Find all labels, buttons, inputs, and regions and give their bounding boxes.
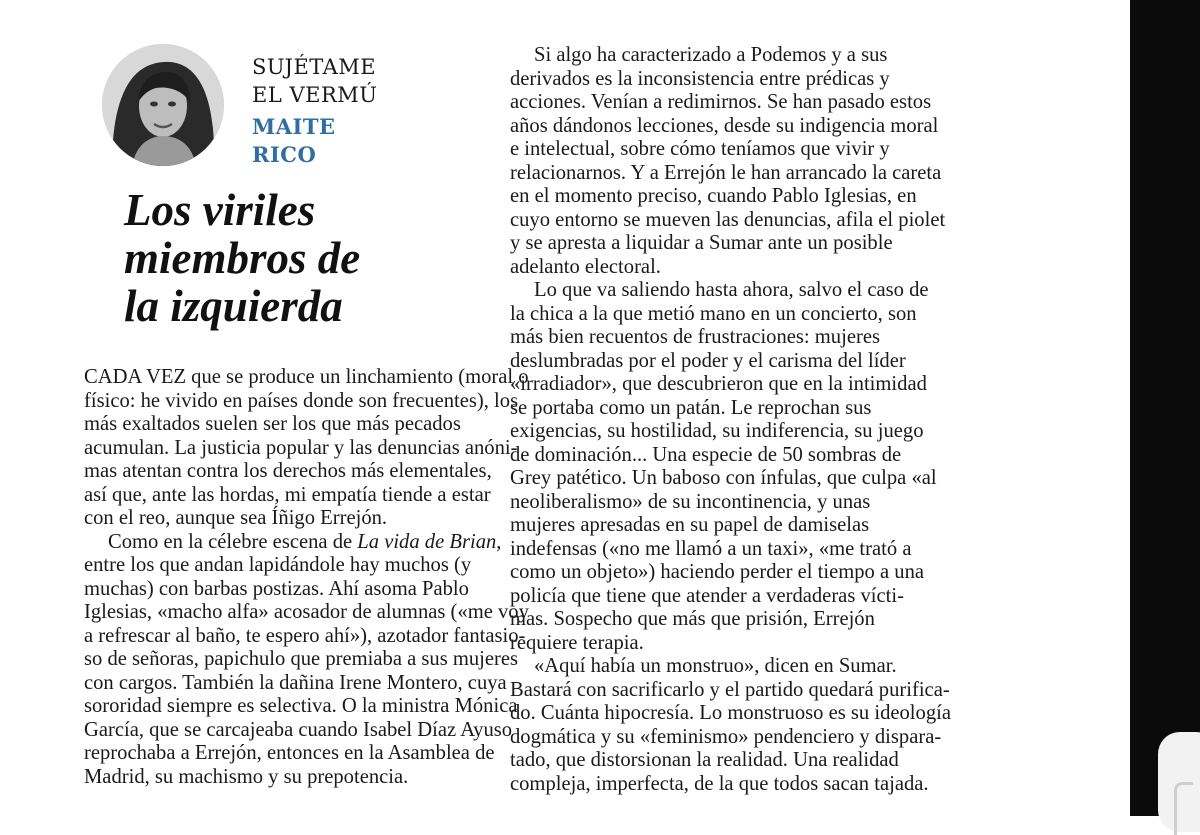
- text-line: [510, 232, 930, 256]
- text-run: la chica a la que metió mano en un concierto, son: [510, 302, 917, 325]
- text-run: mas atentan contra los derechos más elementales,: [84, 460, 492, 482]
- text-line: [84, 413, 504, 437]
- text-line: [510, 114, 939, 139]
- author-name: [252, 113, 472, 169]
- text-run: exigencias, su hostilidad, su indiferencia, su juego: [510, 420, 924, 442]
- article-column-right: [510, 44, 951, 796]
- text-line: [510, 68, 930, 92]
- text-line: [510, 585, 930, 609]
- text-line: [84, 695, 518, 719]
- text-line: [84, 507, 504, 531]
- text-run: acciones. Venían a redimirnos. Se han pasado estos: [510, 91, 932, 113]
- text-run: CADA VEZ que se produce un linchamiento (moral o: [84, 366, 529, 388]
- text-run: tado, que distorsionan la realidad. Una realidad: [510, 749, 899, 771]
- article-headline: [124, 186, 484, 330]
- film-title: La vida de Brian: [357, 530, 497, 553]
- text-line: [510, 44, 930, 68]
- text-run: en el momento preciso, cuando Pablo Iglesias, en: [510, 185, 917, 207]
- section-label-line: SUJÉTAME: [252, 55, 377, 79]
- text-run: sororidad siempre es selectiva. O la ministra Mónica: [84, 695, 518, 717]
- text-line: [510, 420, 930, 444]
- text-run: físico: he vivido en países donde son frecuentes), los: [84, 389, 519, 412]
- text-run: Bastará con sacrificarlo y el partido quedará purifica-: [510, 678, 950, 701]
- text-line: [510, 444, 930, 468]
- text-run: Grey patético. Un baboso con ínfulas, que culpa «al: [510, 467, 937, 489]
- text-line: [84, 648, 519, 672]
- headline-line: Los viriles: [124, 185, 316, 235]
- article-column-left: [84, 366, 529, 789]
- text-line: [510, 279, 930, 303]
- text-run: con el reo, aunque sea Íñigo Errejón.: [84, 507, 388, 529]
- text-run: ,: [496, 530, 502, 553]
- text-line: [510, 161, 942, 186]
- text-run: requiere terapia.: [510, 631, 644, 654]
- text-line: [84, 484, 504, 508]
- text-line: [510, 538, 930, 562]
- text-run: e intelectual, sobre cómo teníamos que vivir y: [510, 138, 890, 160]
- text-run: adelanto electoral.: [510, 255, 661, 278]
- text-line: [510, 208, 946, 233]
- text-line: [510, 256, 930, 280]
- text-run: con cargos. También la dañina Irene Montero, cuya: [84, 671, 507, 694]
- text-run: Iglesias, «macho alfa» acosador de alumnas («me voy: [84, 601, 529, 623]
- text-run: muchas) con barbas postizas. Ahí asoma Pablo: [84, 577, 469, 600]
- text-line: [84, 531, 504, 555]
- text-line: [510, 303, 930, 327]
- text-run: mujeres apresadas en su papel de damiselas: [510, 514, 870, 536]
- text-run: cuyo entorno se mueven las denuncias, afila el piolet: [510, 208, 946, 231]
- text-line: [510, 655, 930, 679]
- text-run: relacionarnos. Y a Errejón le han arrancado la careta: [510, 161, 942, 184]
- text-line: [84, 601, 529, 625]
- section-label-line: EL VERMÚ: [252, 83, 378, 107]
- text-run: de dominación... Una especie de 50 sombras de: [510, 443, 902, 466]
- text-run: más bien recuentos de frustraciones: mujeres: [510, 326, 880, 348]
- viewer-edge-strip: [1130, 0, 1200, 816]
- text-run: mas. Sospecho que más que prisión, Errejón: [510, 608, 875, 630]
- text-line: [510, 561, 930, 585]
- text-run: dogmática y su «feminismo» pendenciero y dispara-: [510, 725, 942, 748]
- text-line: [84, 742, 504, 766]
- text-line: [84, 718, 513, 743]
- text-line: [510, 773, 930, 797]
- text-line: [510, 491, 930, 515]
- text-line: [84, 389, 519, 414]
- text-run: acumulan. La justicia popular y las denuncias anóni-: [84, 436, 518, 459]
- text-run: indefensas («no me llamó a un taxi», «me trató a: [510, 537, 912, 560]
- text-line: [510, 397, 930, 421]
- author-name-line: RICO: [252, 142, 317, 167]
- text-run: así que, ante las hordas, mi empatía tiende a estar: [84, 483, 491, 506]
- text-run: como un objeto») haciendo perder el tiempo a una: [510, 561, 925, 583]
- scroll-handle[interactable]: [1158, 732, 1200, 832]
- text-line: [84, 436, 518, 461]
- text-line: [84, 366, 529, 390]
- text-run: so de señoras, papichulo que premiaba a sus mujeres: [84, 648, 519, 670]
- text-line: [510, 326, 930, 350]
- text-line: [510, 350, 930, 374]
- text-run: García, que se carcajeaba cuando Isabel Díaz Ayuso: [84, 718, 513, 741]
- text-run: neoliberalismo» de su incontinencia, y unas: [510, 490, 871, 513]
- headline-line: miembros de: [124, 233, 361, 283]
- text-line: [510, 702, 951, 726]
- text-run: do. Cuánta hipocresía. Lo monstruoso es su ideología: [510, 702, 951, 724]
- text-line: [510, 514, 930, 538]
- text-run: policía que tiene que atender a verdaderas vícti-: [510, 584, 904, 607]
- text-run: Madrid, su machismo y su prepotencia.: [84, 765, 409, 788]
- text-run: Si algo ha caracterizado a Podemos y a sus: [534, 44, 888, 66]
- text-run: «irradiador», que descubrieron que en la intimidad: [510, 373, 927, 395]
- author-name-line: MAITE: [252, 114, 336, 139]
- text-line: [510, 467, 937, 491]
- text-run: se portaba como un patán. Le reprochan sus: [510, 396, 872, 419]
- column-section-label: [252, 53, 472, 109]
- text-line: [84, 578, 504, 602]
- text-line: [84, 624, 526, 649]
- text-run: compleja, imperfecta, de la que todos sacan tajada.: [510, 772, 929, 795]
- text-line: [84, 766, 504, 790]
- text-line: [510, 185, 930, 209]
- text-line: [510, 678, 950, 703]
- text-run: derivados es la inconsistencia entre prédicas y: [510, 67, 890, 90]
- text-run: deslumbradas por el poder y el carisma del líder: [510, 349, 906, 372]
- text-line: [510, 138, 930, 162]
- text-line: [84, 554, 504, 578]
- text-run: y se apresta a liquidar a Sumar ante un posible: [510, 232, 893, 254]
- text-run: reprochaba a Errejón, entonces en la Asamblea de: [84, 742, 495, 764]
- text-run: Como en la célebre escena de: [108, 530, 358, 553]
- text-line: [510, 749, 930, 773]
- text-line: [510, 632, 930, 656]
- text-run: entre los que andan lapidándole hay muchos (y: [84, 554, 472, 576]
- text-line: [510, 725, 942, 750]
- text-run: más exaltados suelen ser los que más pecados: [84, 413, 461, 435]
- text-line: [510, 91, 930, 115]
- text-run: a refrescar al baño, te espero ahí»), azotador fantasio-: [84, 624, 526, 647]
- handle-mark-icon: [1174, 782, 1193, 835]
- text-run: «Aquí había un monstruo», dicen en Sumar.: [534, 655, 897, 677]
- text-run: años dándonos lecciones, desde su indigencia moral: [510, 114, 939, 137]
- text-line: [510, 373, 930, 397]
- headline-line: la izquierda: [124, 281, 343, 331]
- text-line: [510, 608, 930, 632]
- text-line: [84, 671, 507, 696]
- text-run: Lo que va saliendo hasta ahora, salvo el caso de: [534, 279, 929, 301]
- text-line: [84, 460, 504, 484]
- author-photo: [102, 44, 224, 166]
